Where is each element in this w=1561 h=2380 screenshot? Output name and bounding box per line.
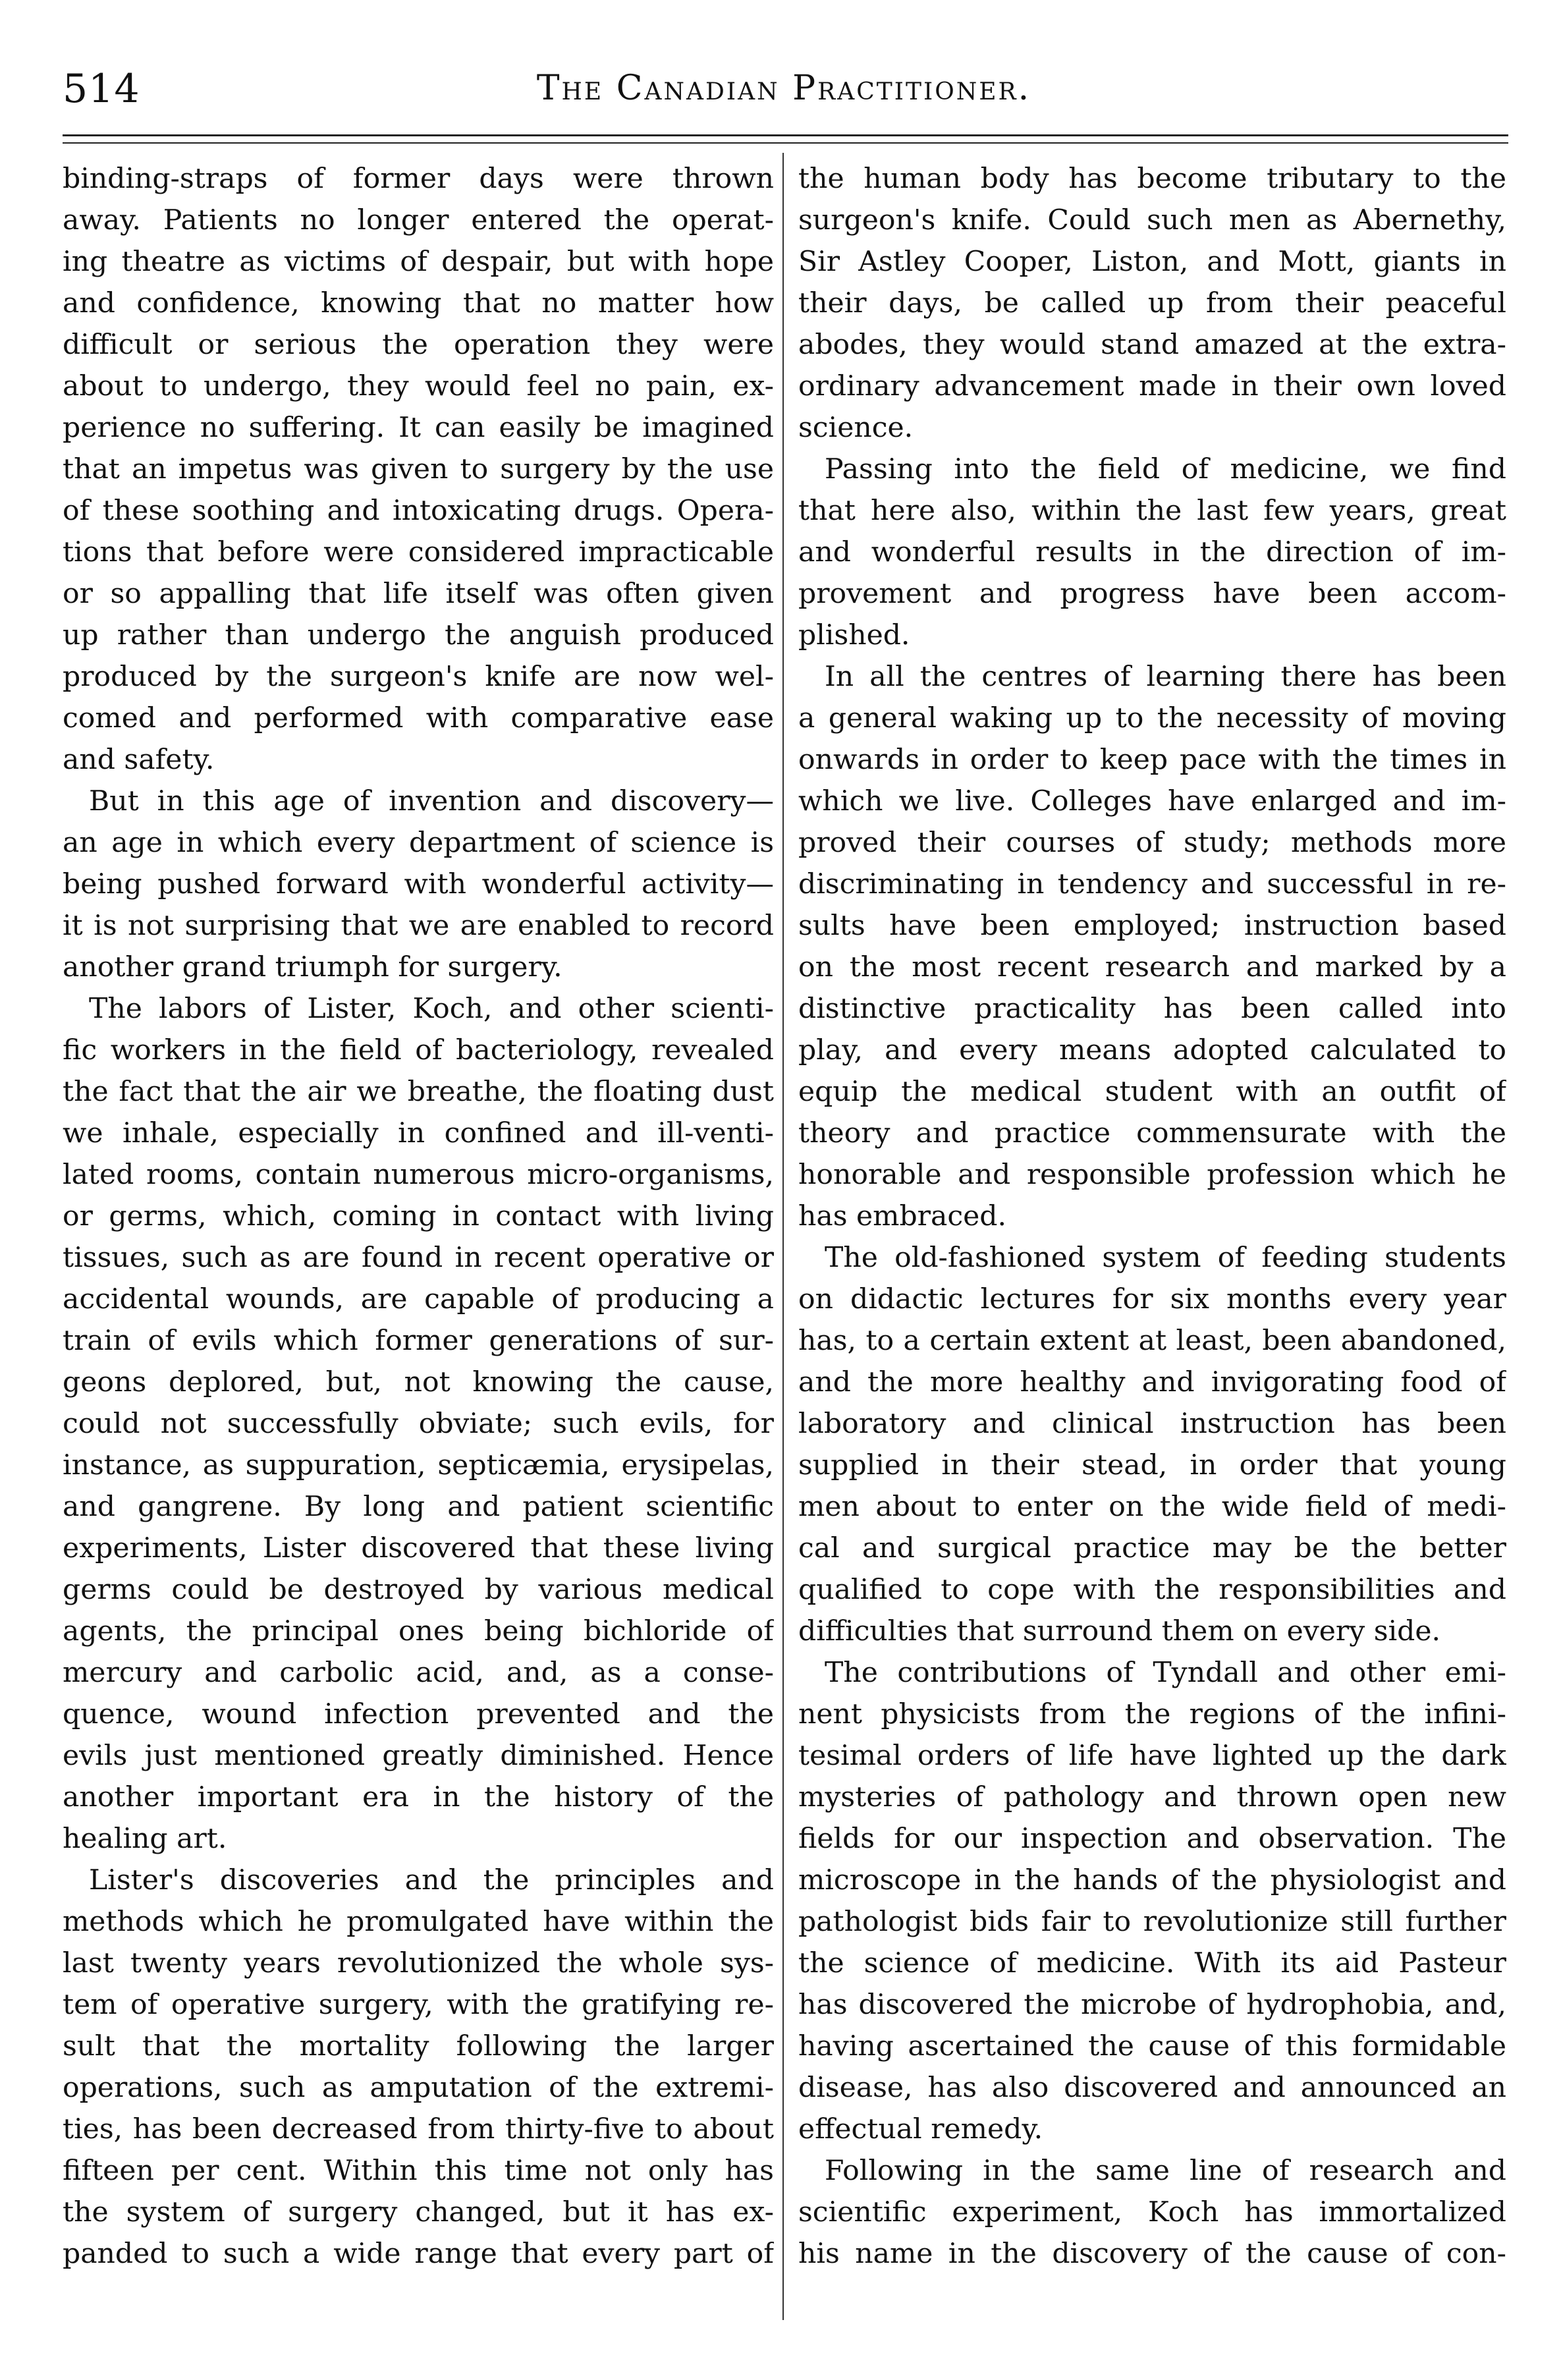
- text-line: and gangrene. By long and patient scientific: [63, 1491, 774, 1523]
- journal-title: The Canadian Practitioner.: [536, 69, 1031, 108]
- text-line: panded to such a wide range that every part of: [63, 2238, 774, 2270]
- header-rule-top: [63, 134, 1508, 136]
- text-line: another important era in the history of the: [63, 1781, 774, 1813]
- text-line: and safety.: [63, 744, 215, 776]
- text-line: the system of surgery changed, but it has ex-: [63, 2196, 774, 2228]
- text-line: supplied in their stead, in order that young: [798, 1449, 1506, 1481]
- text-line: The old-fashioned system of feeding students: [825, 1242, 1506, 1274]
- text-line: the human body has become tributary to the: [798, 163, 1506, 195]
- text-line: another grand triumph for surgery.: [63, 951, 562, 983]
- text-line: The labors of Lister, Koch, and other scienti-: [89, 993, 774, 1025]
- text-line: we inhale, especially in confined and ill-venti-: [63, 1117, 774, 1149]
- text-line: Passing into the field of medicine, we find: [825, 453, 1506, 485]
- column-divider: [782, 153, 784, 2320]
- text-line: distinctive practicality has been called into: [798, 993, 1506, 1025]
- text-line: which we live. Colleges have enlarged and im-: [798, 785, 1506, 817]
- text-line: qualified to cope with the responsibilities and: [798, 1574, 1506, 1606]
- text-line: effectual remedy.: [798, 2113, 1043, 2145]
- text-line: comed and performed with comparative ease: [63, 702, 774, 734]
- text-line: tissues, such as are found in recent operative or: [63, 1242, 774, 1274]
- text-line: their days, be called up from their peaceful: [798, 287, 1506, 319]
- text-line: fifteen per cent. Within this time not only has: [63, 2155, 774, 2187]
- text-line: Following in the same line of research and: [825, 2155, 1506, 2187]
- right-column: [798, 158, 1506, 2275]
- text-line: In all the centres of learning there has been: [825, 661, 1506, 693]
- text-line: fic workers in the field of bacteriology, revealed: [63, 1034, 774, 1066]
- text-line: the fact that the air we breathe, the floating dust: [63, 1076, 774, 1108]
- text-line: has, to a certain extent at least, been abandoned,: [798, 1325, 1506, 1357]
- text-line: operations, such as amputation of the extremi-: [63, 2072, 774, 2104]
- text-line: mysteries of pathology and thrown open new: [798, 1781, 1506, 1813]
- text-line: away. Patients no longer entered the operat-: [63, 204, 774, 236]
- text-line: and confidence, knowing that no matter how: [63, 287, 774, 319]
- running-head: [63, 66, 1505, 119]
- text-line: But in this age of invention and discovery—: [89, 785, 774, 817]
- text-line: mercury and carbolic acid, and, as a conse-: [63, 1657, 774, 1689]
- text-line: his name in the discovery of the cause of con-: [798, 2238, 1506, 2270]
- text-line: or so appalling that life itself was often given: [63, 578, 774, 610]
- text-line: play, and every means adopted calculated to: [798, 1034, 1506, 1066]
- text-line: it is not surprising that we are enabled to record: [63, 910, 774, 942]
- text-line: theory and practice commensurate with the: [798, 1117, 1506, 1149]
- text-line: difficulties that surround them on every side.: [798, 1615, 1441, 1647]
- text-line: agents, the principal ones being bichloride of: [63, 1615, 774, 1647]
- text-line: difficult or serious the operation they were: [63, 329, 774, 361]
- text-line: has discovered the microbe of hydrophobia, and,: [798, 1989, 1506, 2021]
- text-line: having ascertained the cause of this formidable: [798, 2030, 1506, 2062]
- text-line: germs could be destroyed by various medical: [63, 1574, 774, 1606]
- text-line: tesimal orders of life have lighted up the dark: [798, 1740, 1506, 1772]
- text-line: could not successfully obviate; such evils, for: [63, 1408, 774, 1440]
- text-line: discriminating in tendency and successful in re-: [798, 868, 1506, 900]
- text-line: perience no suffering. It can easily be imagined: [63, 412, 774, 444]
- text-line: evils just mentioned greatly diminished. Hence: [63, 1740, 774, 1772]
- text-line: on didactic lectures for six months every year: [798, 1283, 1506, 1315]
- text-line: Lister's discoveries and the principles and: [89, 1864, 774, 1896]
- text-line: and the more healthy and invigorating food of: [798, 1366, 1506, 1398]
- text-line: that here also, within the last few years, great: [798, 495, 1506, 527]
- text-line: abodes, they would stand amazed at the extra-: [798, 329, 1506, 361]
- text-line: a general waking up to the necessity of moving: [798, 702, 1506, 734]
- text-line: sult that the mortality following the larger: [63, 2030, 774, 2062]
- text-line: nent physicists from the regions of the infini-: [798, 1698, 1506, 1730]
- text-line: methods which he promulgated have within the: [63, 1906, 774, 1938]
- text-line: train of evils which former generations of sur-: [63, 1325, 774, 1357]
- text-line: and wonderful results in the direction of im-: [798, 536, 1506, 568]
- text-line: binding-straps of former days were thrown: [63, 163, 774, 195]
- text-line: scientific experiment, Koch has immortalized: [798, 2196, 1506, 2228]
- text-line: geons deplored, but, not knowing the cause,: [63, 1366, 774, 1398]
- text-line: sults have been employed; instruction based: [798, 910, 1506, 942]
- text-line: honorable and responsible profession which he: [798, 1159, 1506, 1191]
- text-line: up rather than undergo the anguish produced: [63, 619, 774, 651]
- text-line: about to undergo, they would feel no pain, ex-: [63, 370, 774, 402]
- text-line: men about to enter on the wide field of medi-: [798, 1491, 1506, 1523]
- text-line: instance, as suppuration, septicæmia, erysipelas,: [63, 1449, 774, 1481]
- text-line: proved their courses of study; methods more: [798, 827, 1506, 859]
- text-line: last twenty years revolutionized the whole sys-: [63, 1947, 774, 1979]
- text-line: healing art.: [63, 1823, 227, 1855]
- text-line: experiments, Lister discovered that these living: [63, 1532, 774, 1564]
- text-line: laboratory and clinical instruction has been: [798, 1408, 1506, 1440]
- text-line: that an impetus was given to surgery by the use: [63, 453, 774, 485]
- text-line: has embraced.: [798, 1200, 1007, 1232]
- text-line: plished.: [798, 619, 910, 651]
- text-line: equip the medical student with an outfit of: [798, 1076, 1506, 1108]
- text-line: ties, has been decreased from thirty-five to about: [63, 2113, 774, 2145]
- text-line: pathologist bids fair to revolutionize still further: [798, 1906, 1506, 1938]
- text-line: onwards in order to keep pace with the times in: [798, 744, 1506, 776]
- text-line: cal and surgical practice may be the better: [798, 1532, 1506, 1564]
- text-line: lated rooms, contain numerous micro-organisms,: [63, 1159, 774, 1191]
- text-line: ordinary advancement made in their own loved: [798, 370, 1506, 402]
- text-line: quence, wound infection prevented and the: [63, 1698, 774, 1730]
- text-line: provement and progress have been accom-: [798, 578, 1506, 610]
- text-line: or germs, which, coming in contact with living: [63, 1200, 774, 1232]
- text-line: on the most recent research and marked by a: [798, 951, 1506, 983]
- text-line: the science of medicine. With its aid Pasteur: [798, 1947, 1506, 1979]
- left-column: [63, 158, 774, 2275]
- text-line: disease, has also discovered and announced an: [798, 2072, 1506, 2104]
- text-line: surgeon's knife. Could such men as Abernethy,: [798, 204, 1506, 236]
- text-line: fields for our inspection and observation. The: [798, 1823, 1506, 1855]
- text-line: science.: [798, 412, 914, 444]
- header-rule-bottom: [63, 142, 1508, 144]
- text-line: tem of operative surgery, with the gratifying re-: [63, 1989, 774, 2021]
- text-line: The contributions of Tyndall and other emi-: [825, 1657, 1506, 1689]
- text-line: an age in which every department of science is: [63, 827, 774, 859]
- text-line: microscope in the hands of the physiologist and: [798, 1864, 1506, 1896]
- text-line: ing theatre as victims of despair, but with hope: [63, 246, 774, 278]
- text-line: produced by the surgeon's knife are now wel-: [63, 661, 774, 693]
- text-line: being pushed forward with wonderful activity—: [63, 868, 774, 900]
- text-line: tions that before were considered impracticable: [63, 536, 774, 568]
- text-line: of these soothing and intoxicating drugs. Opera-: [63, 495, 774, 527]
- text-line: accidental wounds, are capable of producing a: [63, 1283, 774, 1315]
- page-number: 514: [63, 66, 140, 112]
- text-line: Sir Astley Cooper, Liston, and Mott, giants in: [798, 246, 1506, 278]
